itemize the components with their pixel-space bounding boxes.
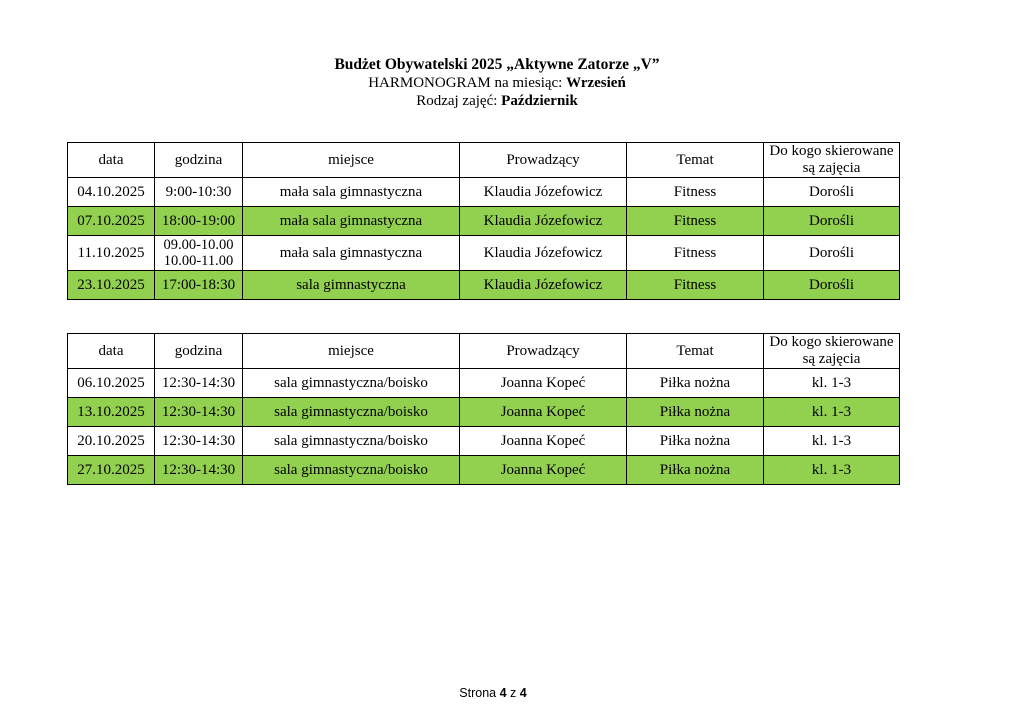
cell-audience: kl. 1-3 bbox=[764, 427, 900, 456]
col-header-instructor: Prowadzący bbox=[460, 334, 627, 369]
cell-time: 12:30-14:30 bbox=[155, 456, 243, 485]
cell-audience: Dorośli bbox=[764, 236, 900, 271]
cell-instructor: Klaudia Józefowicz bbox=[460, 271, 627, 300]
cell-place: sala gimnastyczna bbox=[243, 271, 460, 300]
cell-instructor: Klaudia Józefowicz bbox=[460, 178, 627, 207]
cell-place: mała sala gimnastyczna bbox=[243, 236, 460, 271]
cell-place: sala gimnastyczna/boisko bbox=[243, 398, 460, 427]
title-line-2-month: Wrzesień bbox=[566, 75, 626, 91]
cell-topic: Piłka nożna bbox=[627, 369, 764, 398]
col-header-audience: Do kogo skierowane są zajęcia bbox=[764, 143, 900, 178]
title-line-3 bbox=[15, 92, 979, 110]
schedule-table-fitness bbox=[67, 142, 900, 300]
cell-place: sala gimnastyczna/boisko bbox=[243, 427, 460, 456]
table-header-row bbox=[68, 334, 900, 369]
cell-time: 9:00-10:30 bbox=[155, 178, 243, 207]
cell-time: 17:00-18:30 bbox=[155, 271, 243, 300]
title-line-2-prefix: HARMONOGRAM na miesiąc: bbox=[368, 75, 567, 91]
footer-total-pages: 4 bbox=[519, 686, 527, 700]
footer-prefix: Strona bbox=[459, 686, 500, 700]
cell-instructor: Joanna Kopeć bbox=[460, 369, 627, 398]
cell-audience: Dorośli bbox=[764, 178, 900, 207]
cell-place: sala gimnastyczna/boisko bbox=[243, 369, 460, 398]
table-row bbox=[68, 207, 900, 236]
cell-instructor: Klaudia Józefowicz bbox=[460, 236, 627, 271]
cell-topic: Piłka nożna bbox=[627, 398, 764, 427]
table-row bbox=[68, 369, 900, 398]
cell-date: 07.10.2025 bbox=[68, 207, 155, 236]
col-header-audience: Do kogo skierowane są zajęcia bbox=[764, 334, 900, 369]
cell-topic: Fitness bbox=[627, 236, 764, 271]
table-row bbox=[68, 456, 900, 485]
schedule-table-football bbox=[67, 333, 900, 485]
page-footer bbox=[0, 686, 986, 700]
footer-page-number: 4 bbox=[499, 686, 507, 700]
document-header bbox=[15, 55, 979, 110]
title-line-1: Budżet Obywatelski 2025 „Aktywne Zatorze „V” bbox=[334, 56, 660, 73]
cell-time: 12:30-14:30 bbox=[155, 427, 243, 456]
cell-audience: kl. 1-3 bbox=[764, 456, 900, 485]
cell-date: 27.10.2025 bbox=[68, 456, 155, 485]
col-header-time: godzina bbox=[155, 143, 243, 178]
cell-date: 06.10.2025 bbox=[68, 369, 155, 398]
cell-date: 20.10.2025 bbox=[68, 427, 155, 456]
cell-topic: Fitness bbox=[627, 178, 764, 207]
col-header-instructor: Prowadzący bbox=[460, 143, 627, 178]
cell-date: 23.10.2025 bbox=[68, 271, 155, 300]
cell-audience: Dorośli bbox=[764, 207, 900, 236]
cell-audience: kl. 1-3 bbox=[764, 398, 900, 427]
cell-time: 12:30-14:30 bbox=[155, 369, 243, 398]
table-row bbox=[68, 398, 900, 427]
cell-topic: Piłka nożna bbox=[627, 456, 764, 485]
cell-place: mała sala gimnastyczna bbox=[243, 178, 460, 207]
col-header-topic: Temat bbox=[627, 143, 764, 178]
col-header-place: miejsce bbox=[243, 334, 460, 369]
cell-date: 04.10.2025 bbox=[68, 178, 155, 207]
cell-topic: Fitness bbox=[627, 207, 764, 236]
title-line-3-value: Październik bbox=[501, 93, 578, 109]
cell-instructor: Joanna Kopeć bbox=[460, 427, 627, 456]
cell-instructor: Joanna Kopeć bbox=[460, 398, 627, 427]
cell-instructor: Klaudia Józefowicz bbox=[460, 207, 627, 236]
cell-date: 11.10.2025 bbox=[68, 236, 155, 271]
title-line-3-prefix: Rodzaj zajęć: bbox=[416, 93, 502, 109]
cell-audience: Dorośli bbox=[764, 271, 900, 300]
table-row bbox=[68, 271, 900, 300]
footer-separator: z bbox=[506, 686, 520, 700]
cell-topic: Piłka nożna bbox=[627, 427, 764, 456]
cell-topic: Fitness bbox=[627, 271, 764, 300]
title-line-2 bbox=[15, 74, 979, 92]
cell-place: mała sala gimnastyczna bbox=[243, 207, 460, 236]
cell-instructor: Joanna Kopeć bbox=[460, 456, 627, 485]
col-header-time: godzina bbox=[155, 334, 243, 369]
table-row bbox=[68, 427, 900, 456]
cell-time: 18:00-19:00 bbox=[155, 207, 243, 236]
col-header-place: miejsce bbox=[243, 143, 460, 178]
col-header-date: data bbox=[68, 334, 155, 369]
cell-time bbox=[155, 236, 243, 271]
cell-audience: kl. 1-3 bbox=[764, 369, 900, 398]
col-header-topic: Temat bbox=[627, 334, 764, 369]
table-row bbox=[68, 236, 900, 271]
cell-time-line-1: 09.00-10.00 bbox=[163, 237, 234, 253]
cell-time: 12:30-14:30 bbox=[155, 398, 243, 427]
table-header-row bbox=[68, 143, 900, 178]
col-header-date: data bbox=[68, 143, 155, 178]
cell-time-line-2: 10.00-11.00 bbox=[163, 253, 234, 269]
table-row bbox=[68, 178, 900, 207]
cell-place: sala gimnastyczna/boisko bbox=[243, 456, 460, 485]
cell-date: 13.10.2025 bbox=[68, 398, 155, 427]
